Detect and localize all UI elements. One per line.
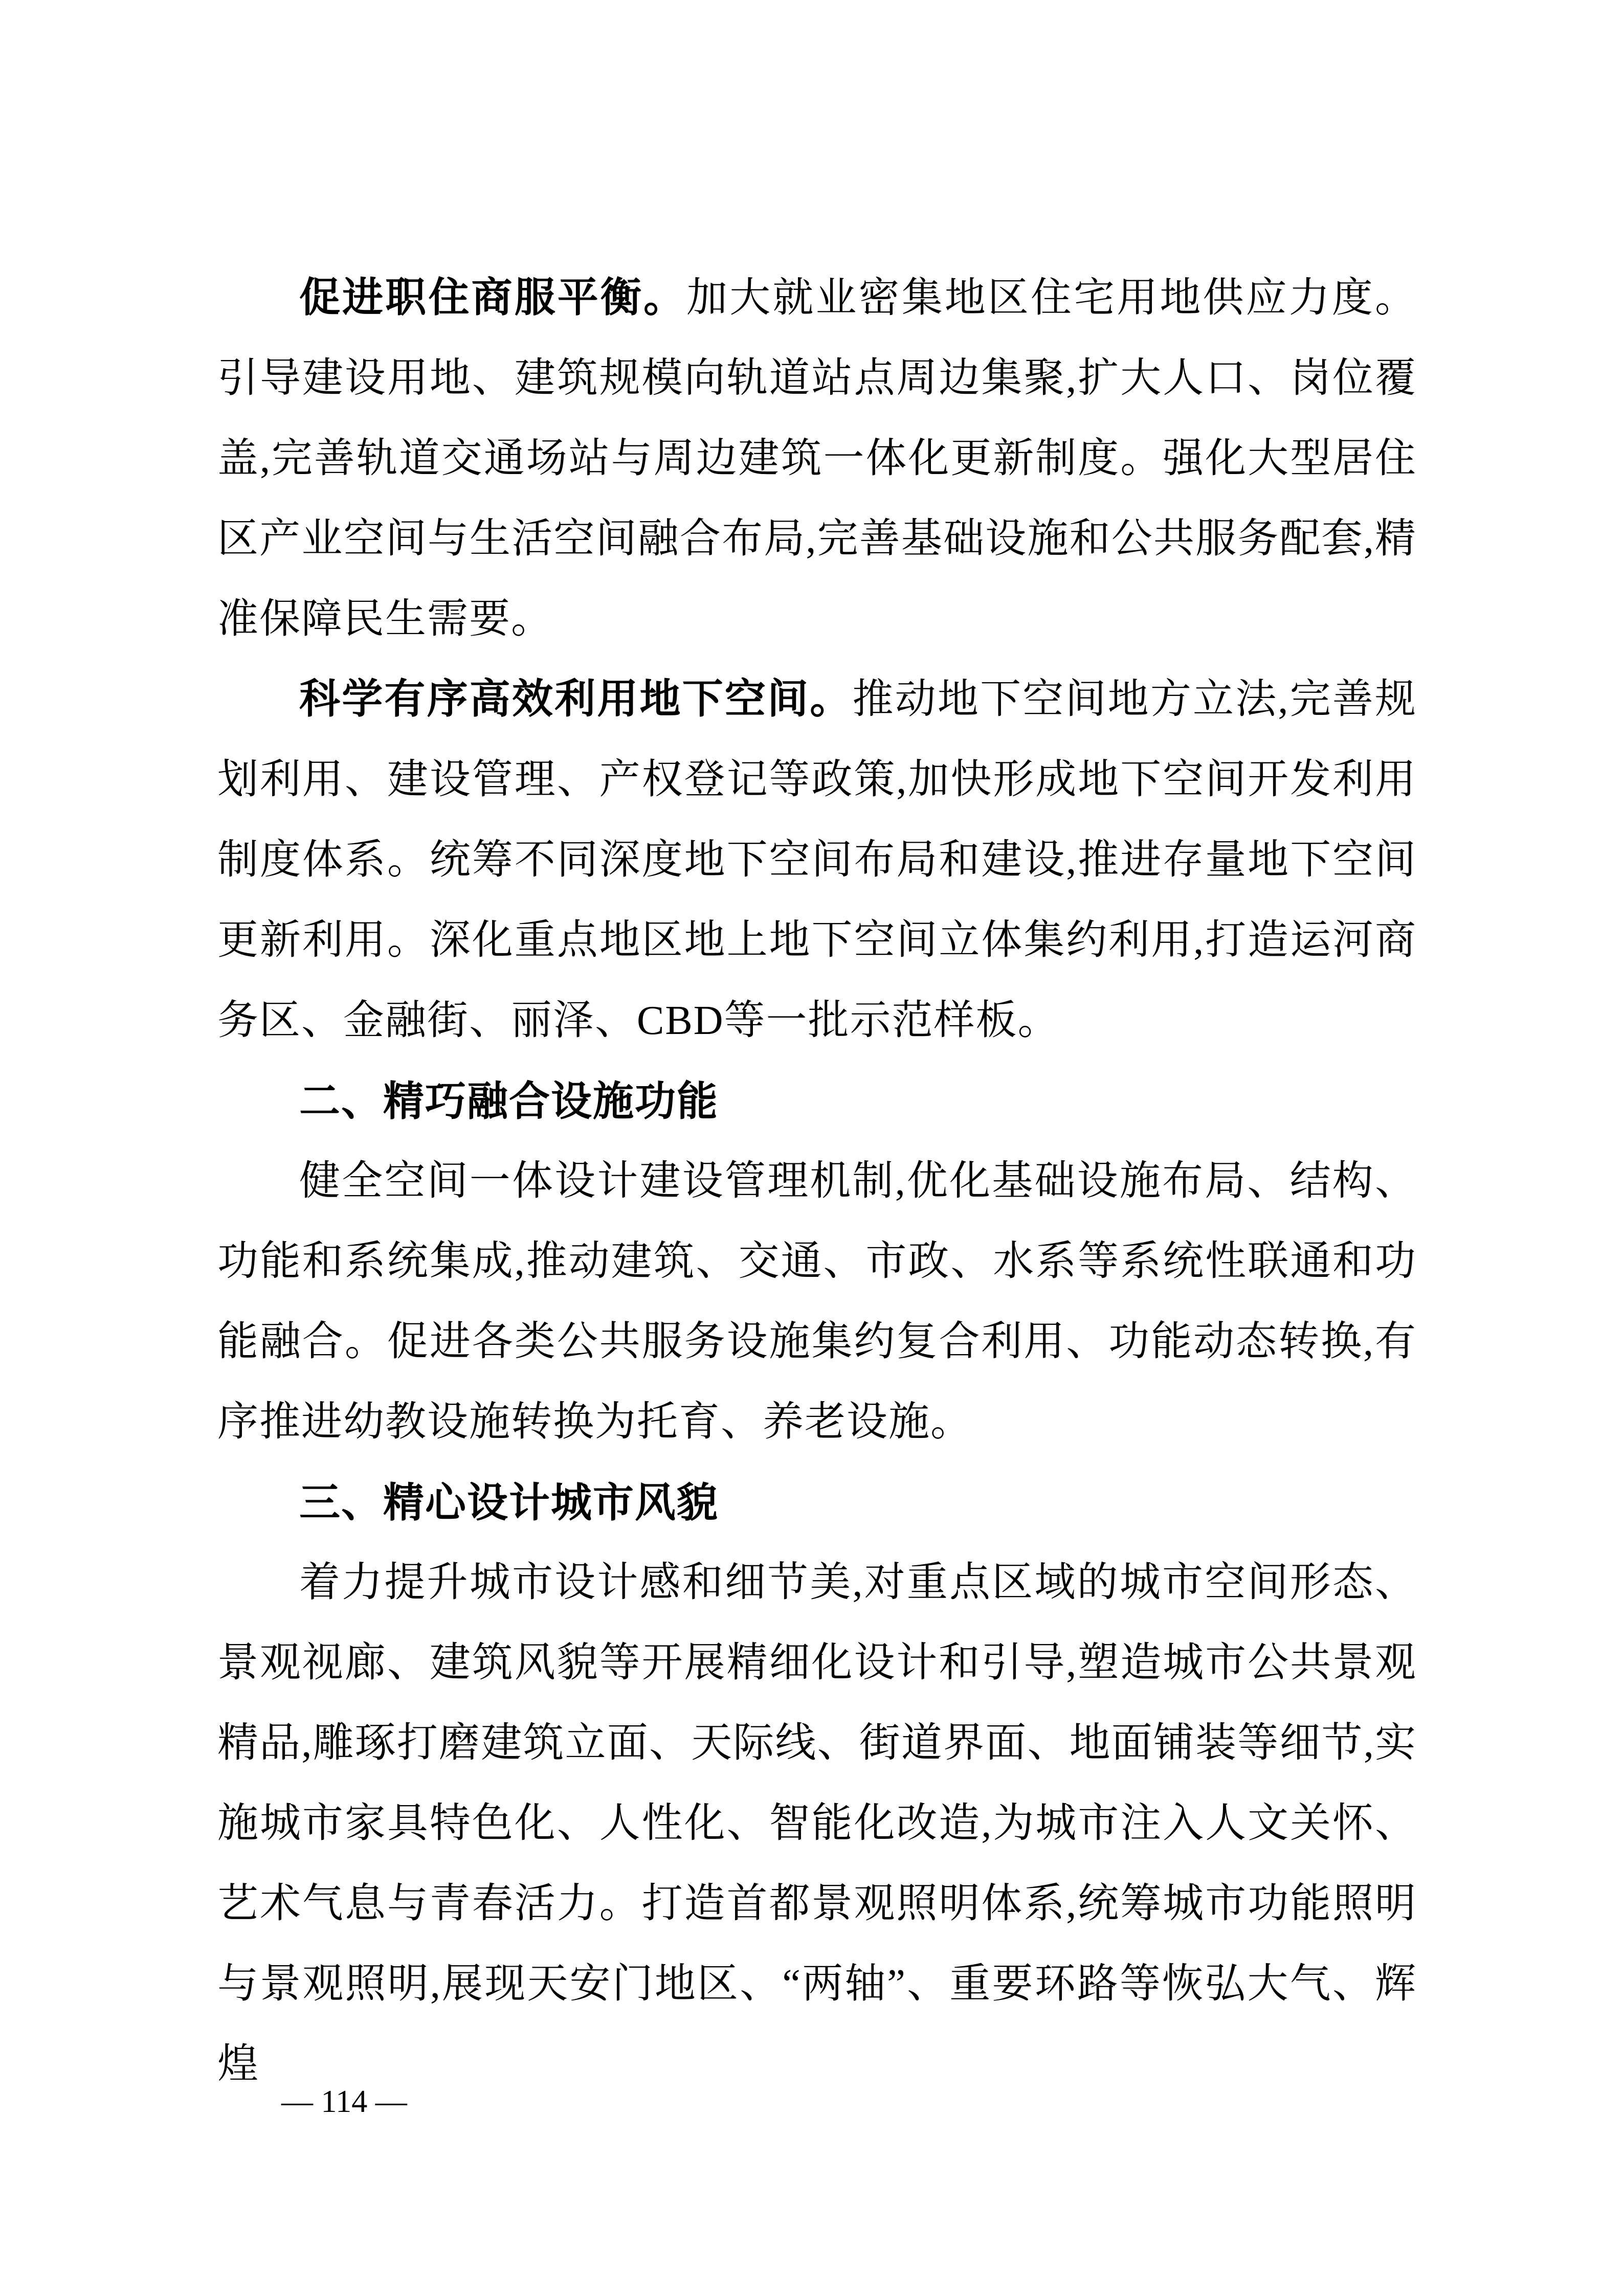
section-heading: 二、精巧融合设施功能 bbox=[299, 1078, 719, 1124]
paragraph-lead: 促进职住商服平衡。 bbox=[299, 276, 687, 321]
paragraph: 着力提升城市设计感和细节美,对重点区域的城市空间形态、景观视廊、建筑风貌等开展精细化设计和引导,塑造城市公共景观精品,雕琢打磨建筑立面、天际线、街道界面、地面铺装等细节,实施城市家具特色化、人性化、智能化改造,为城市注入人文关怀、艺术气息与青春活力。打造首都景观照明体系,统筹城市功能照明与景观照明,展现天安门地区、“两轴”、重要环路等恢弘大气、辉煌 bbox=[217, 1560, 1417, 2087]
document-body bbox=[217, 258, 1417, 2105]
paragraph: 健全空间一体设计建设管理机制,优化基础设施布局、结构、功能和系统集成,推动建筑、交通、市政、水系等系统性联通和功能融合。促进各类公共服务设施集约复合利用、功能动态转换,有序推进幼教设施转换为托育、养老设施。 bbox=[217, 1159, 1417, 1445]
page-footer bbox=[250, 2046, 407, 2157]
paragraph: 促进职住商服平衡。加大就业密集地区住宅用地供应力度。引导建设用地、建筑规模向轨道站点周边集聚,扩大人口、岗位覆盖,完善轨道交通场站与周边建筑一体化更新制度。强化大型居住区产业空间与生活空间融合布局,完善基础设施和公共服务配套,精准保障民生需要。 bbox=[217, 276, 1417, 642]
section-heading: 三、精心设计城市风貌 bbox=[299, 1480, 719, 1525]
page-number: — 114 — bbox=[281, 2084, 407, 2119]
paragraph: 科学有序高效利用地下空间。推动地下空间地方立法,完善规划利用、建设管理、产权登记等政策,加快形成地下空间开发利用制度体系。统筹不同深度地下空间布局和建设,推进存量地下空间更新利用。深化重点地区地上地下空间立体集约利用,打造运河商务区、金融街、丽泽、CBD等一批示范样板。 bbox=[217, 677, 1417, 1043]
paragraph-lead: 科学有序高效利用地下空间。 bbox=[299, 677, 853, 722]
